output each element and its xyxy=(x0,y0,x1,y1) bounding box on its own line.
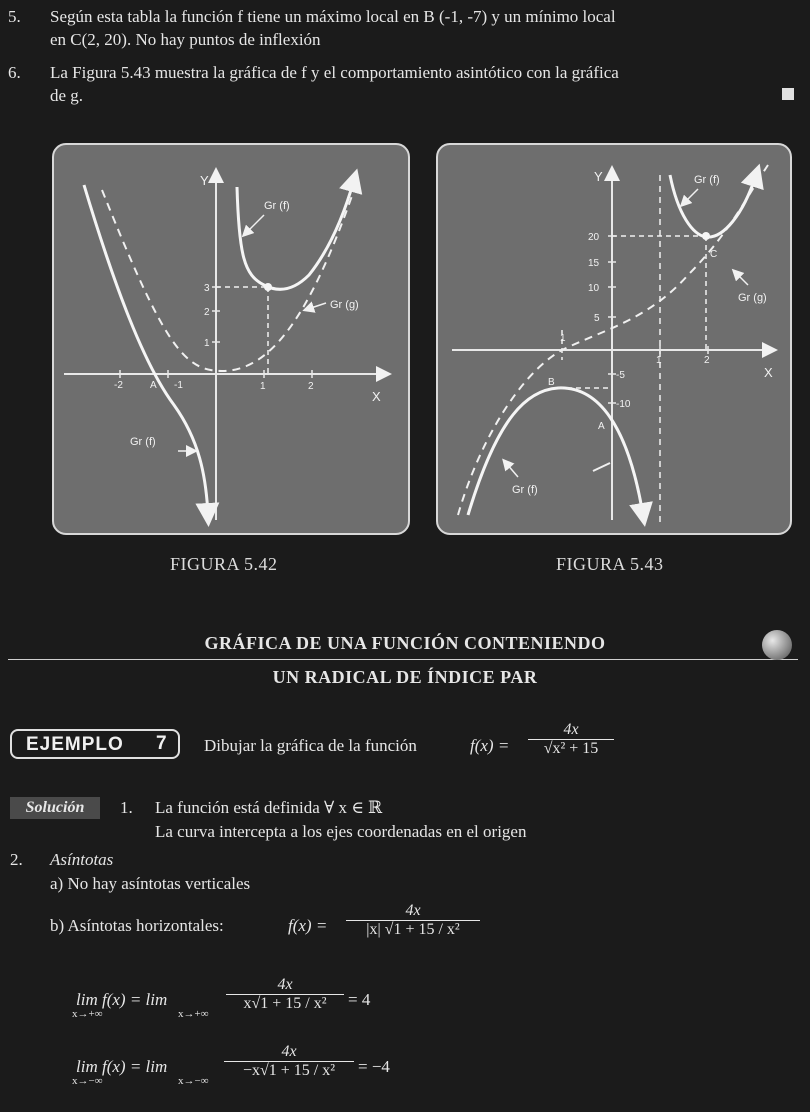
solution-label: Solución xyxy=(10,797,100,819)
b-fraction xyxy=(346,902,480,939)
step-number: 1. xyxy=(120,798,133,817)
limit-2-lhs: lim f(x) = lim xyxy=(76,1057,168,1076)
fraction-denominator: √x² + 15 xyxy=(543,740,599,757)
step-1-line2: La curva intercepta a los ejes coordenadas en el origen xyxy=(155,822,527,841)
limit-1-fraction xyxy=(226,976,344,1013)
x-axis-label: X xyxy=(764,365,773,380)
tick-label: 2 xyxy=(204,307,210,318)
tick-label: -5 xyxy=(616,370,625,381)
limit-2-result: = −4 xyxy=(358,1057,390,1076)
limit-1-sub: x→+∞ xyxy=(178,1008,209,1020)
gr-f-label: Gr (f) xyxy=(694,174,720,186)
minimum-point xyxy=(264,283,272,291)
gr-f-label: Gr (f) xyxy=(264,200,290,212)
gr-g-label: Gr (g) xyxy=(330,299,359,311)
section-title-line2: UN RADICAL DE ÍNDICE PAR xyxy=(272,667,538,687)
tick-label: 5 xyxy=(594,313,600,324)
y-axis-label: Y xyxy=(200,173,209,188)
fraction-numerator: 4x xyxy=(563,721,579,738)
fraction-denominator: |x| √1 + 15 / x² xyxy=(366,921,460,938)
tick-label: -10 xyxy=(616,399,631,410)
y-axis-label: Y xyxy=(594,169,603,184)
function-fraction xyxy=(528,721,614,758)
example-badge-number: 7 xyxy=(156,733,167,754)
item-number: 5. xyxy=(8,7,21,26)
item-text-line: Según esta tabla la función f tiene un máximo local en B (-1, -7) y un mínimo local xyxy=(50,7,616,26)
b-lhs: f(x) = xyxy=(288,916,328,935)
limit-1-sub: x→+∞ xyxy=(72,1008,103,1020)
limit-2-sub: x→−∞ xyxy=(178,1075,209,1087)
step-2a: a) No hay asíntotas verticales xyxy=(50,874,251,893)
example-text: Dibujar la gráfica de la función xyxy=(204,736,417,755)
figure-5-42-caption: FIGURA 5.42 xyxy=(170,554,278,574)
step-1-line1: La función está definida ∀ x ∈ ℝ xyxy=(155,798,383,817)
fraction-numerator: 4x xyxy=(281,1043,297,1060)
x-axis-label: X xyxy=(372,389,381,404)
section-title-line1: GRÁFICA DE UNA FUNCIÓN CONTENIENDO xyxy=(204,633,606,653)
tick-label: -2 xyxy=(114,380,123,391)
example-badge-label: EJEMPLO xyxy=(26,734,124,755)
end-of-proof-square xyxy=(782,88,794,100)
tick-label: 1 xyxy=(204,338,210,349)
fraction-denominator: x√1 + 15 / x² xyxy=(243,995,327,1012)
graph-f-left-branch xyxy=(84,185,208,515)
limit-2-fraction xyxy=(224,1043,354,1080)
decorative-sphere-icon xyxy=(762,630,792,660)
tick-label: 10 xyxy=(588,283,600,294)
graph-f-upper-branch xyxy=(237,180,354,289)
figure-5-43-caption: FIGURA 5.43 xyxy=(556,554,664,574)
section-divider xyxy=(8,659,798,660)
figure-5-42-graph xyxy=(54,145,408,533)
figure-5-42 xyxy=(52,143,410,535)
item-text-line: La Figura 5.43 muestra la gráfica de f y el comportamiento asintótico con la gráfica xyxy=(50,63,619,82)
tick-label: 1 xyxy=(560,333,566,344)
figure-5-43-graph xyxy=(438,145,790,533)
tick-label: 1 xyxy=(656,355,662,366)
gr-g-label: Gr (g) xyxy=(738,292,767,304)
figure-5-43 xyxy=(436,143,792,535)
fraction-numerator: 4x xyxy=(277,976,293,993)
item-text-line: en C(2, 20). No hay puntos de inflexión xyxy=(50,30,321,49)
fraction-numerator: 4x xyxy=(405,902,421,919)
limit-2-sub: x→−∞ xyxy=(72,1075,103,1087)
tick-label: 2 xyxy=(308,381,314,392)
tick-label: 3 xyxy=(204,283,210,294)
item-number: 6. xyxy=(8,63,21,82)
example-badge xyxy=(10,729,180,759)
tick-label: 2 xyxy=(704,355,710,366)
gr-f-label: Gr (f) xyxy=(512,484,538,496)
step-2b: b) Asíntotas horizontales: xyxy=(50,916,224,935)
point-c-label: C xyxy=(710,249,718,260)
tick-label: 15 xyxy=(588,258,600,269)
tick-label: -1 xyxy=(174,380,183,391)
limit-1-result: = 4 xyxy=(348,990,371,1009)
item-text-line: de g. xyxy=(50,86,84,105)
step-number: 2. xyxy=(10,850,23,869)
point-b-label: B xyxy=(548,377,555,388)
tick-label: 20 xyxy=(588,232,600,243)
point-a-label: A xyxy=(598,421,605,432)
step-2-title: Asíntotas xyxy=(50,850,114,869)
point-a-label: A xyxy=(150,380,157,391)
tick-label: 1 xyxy=(260,381,266,392)
fraction-denominator: −x√1 + 15 / x² xyxy=(242,1062,336,1079)
gr-f-label: Gr (f) xyxy=(130,436,156,448)
minimum-point-c xyxy=(702,232,710,240)
limit-1-lhs: lim f(x) = lim xyxy=(76,990,168,1009)
function-lhs: f(x) = xyxy=(470,736,510,755)
